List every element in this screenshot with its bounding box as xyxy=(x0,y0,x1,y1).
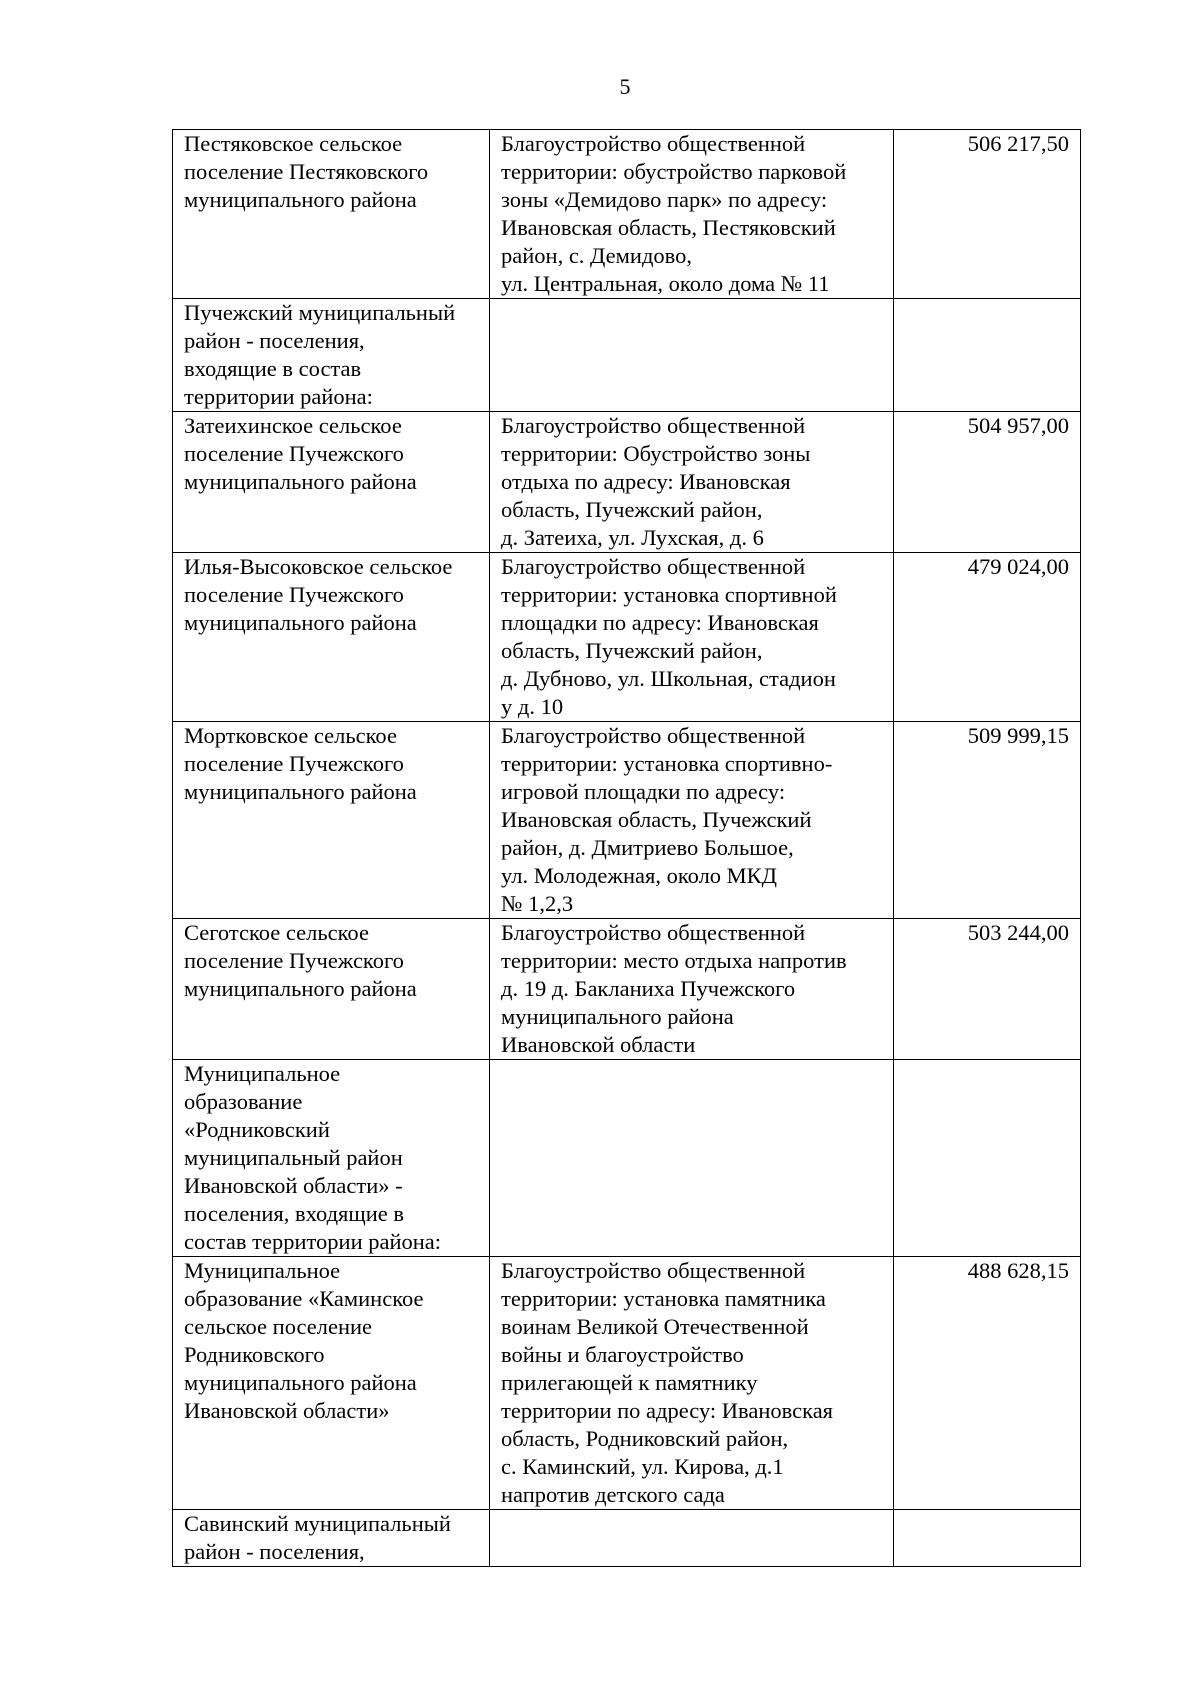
amount-cell xyxy=(894,1510,1081,1567)
project-cell: Благоустройство общественной территории: обустройство парковой зоны «Демидово парк» по адресу: Ивановская область, Пестяковский район, с. Демидово, ул. Центральная, около дома № 11 xyxy=(490,130,894,299)
municipality-cell: Савинский муниципальный район - поселения, xyxy=(173,1510,490,1567)
project-cell: Благоустройство общественной территории: установка спортивно- игровой площадки по адресу: Ивановская область, Пучежский район, д. Дмитриево Большое, ул. Молодежная, около МКД № 1,2,3 xyxy=(490,722,894,919)
table-row xyxy=(173,1060,1081,1257)
page-number: 5 xyxy=(619,74,631,99)
table-row xyxy=(173,722,1081,919)
project-cell: Благоустройство общественной территории: установка памятника воинам Великой Отечественной войны и благоустройство прилегающей к памятнику территории по адресу: Ивановская область, Родниковский район, с. Каминский, ул. Кирова, д.1 напротив детского сада xyxy=(490,1257,894,1510)
municipality-cell: Муниципальное образование «Каминское сельское поселение Родниковского муниципального района Ивановской области» xyxy=(173,1257,490,1510)
subsidy-table xyxy=(172,129,1081,1567)
table-row xyxy=(173,412,1081,553)
amount-cell xyxy=(894,1060,1081,1257)
amount-cell: 509 999,15 xyxy=(894,722,1081,919)
table-row xyxy=(173,130,1081,299)
amount-cell xyxy=(894,299,1081,412)
project-cell xyxy=(490,299,894,412)
municipality-cell: Мортковское сельское поселение Пучежского муниципального района xyxy=(173,722,490,919)
municipality-cell: Пучежский муниципальный район - поселения, входящие в состав территории района: xyxy=(173,299,490,412)
municipality-cell: Пестяковское сельское поселение Пестяковского муниципального района xyxy=(173,130,490,299)
project-cell: Благоустройство общественной территории: место отдыха напротив д. 19 д. Бакланиха Пучежского муниципального района Ивановской области xyxy=(490,919,894,1060)
amount-cell: 503 244,00 xyxy=(894,919,1081,1060)
table-row xyxy=(173,1510,1081,1567)
table-row xyxy=(173,1257,1081,1510)
amount-cell: 506 217,50 xyxy=(894,130,1081,299)
project-cell xyxy=(490,1510,894,1567)
table-row xyxy=(173,919,1081,1060)
table-row xyxy=(173,553,1081,722)
project-cell xyxy=(490,1060,894,1257)
municipality-cell: Муниципальное образование «Родниковский муниципальный район Ивановской области» - поселения, входящие в состав территории района: xyxy=(173,1060,490,1257)
municipality-cell: Илья-Высоковское сельское поселение Пучежского муниципального района xyxy=(173,553,490,722)
municipality-cell: Затеихинское сельское поселение Пучежского муниципального района xyxy=(173,412,490,553)
table-row xyxy=(173,299,1081,412)
municipality-cell: Сеготское сельское поселение Пучежского муниципального района xyxy=(173,919,490,1060)
amount-cell: 488 628,15 xyxy=(894,1257,1081,1510)
amount-cell: 504 957,00 xyxy=(894,412,1081,553)
amount-cell: 479 024,00 xyxy=(894,553,1081,722)
project-cell: Благоустройство общественной территории: Обустройство зоны отдыха по адресу: Ивановская область, Пучежский район, д. Затеиха, ул. Лухская, д. 6 xyxy=(490,412,894,553)
project-cell: Благоустройство общественной территории: установка спортивной площадки по адресу: Ивановская область, Пучежский район, д. Дубново, ул. Школьная, стадион у д. 10 xyxy=(490,553,894,722)
